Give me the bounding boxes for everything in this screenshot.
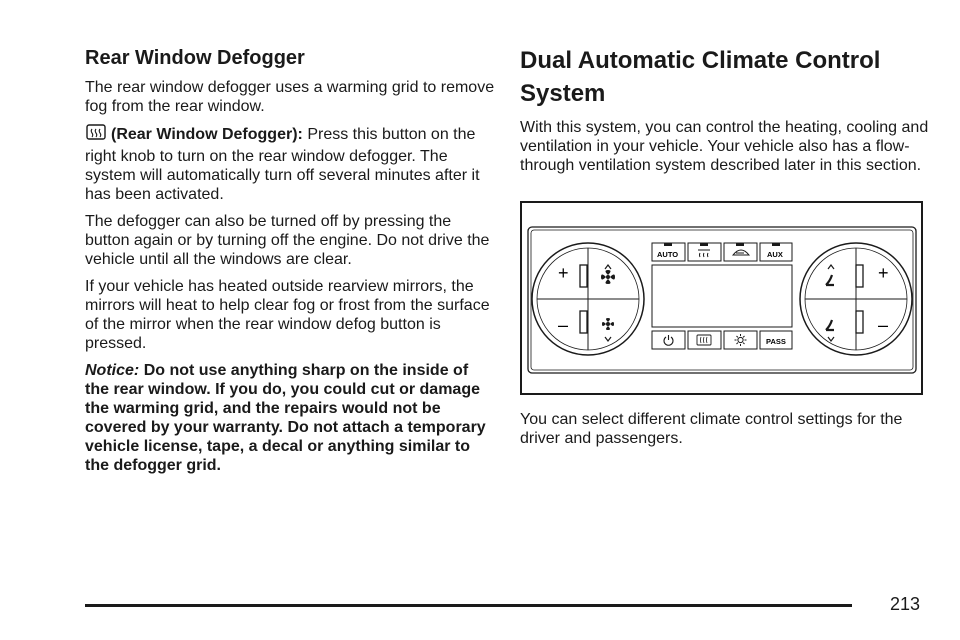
chevron-down-icon [605,337,611,341]
chevron-down-icon [828,337,834,341]
top-button-row [652,243,792,261]
defogger-mirrors: If your vehicle has heated outside rearview mirrors, the mirrors will heat to help clear fog or frost from the surface of the mirror when the rear window defog button is pressed. [85,278,490,352]
defrost-icon [698,250,710,257]
right-temperature-knob [800,243,912,355]
right-column [520,44,930,175]
chevron-up-icon [828,265,834,269]
fan-icon [602,318,614,330]
defogger-intro: The rear window defogger uses a warming grid to remove fog from the rear window. [85,79,495,115]
power-icon [664,335,673,345]
footer-rule [85,604,852,607]
climate-heading-line1: Dual Automatic Climate Control [520,47,881,74]
rear-defog-icon [701,337,708,343]
climate-control-figure [520,201,923,395]
button-name: (Rear Window Defogger): [111,126,303,143]
notice-label: Notice: [85,362,140,379]
left-temperature-knob [532,243,644,355]
page-number: 213 [890,594,921,614]
notice-text: Do not use anything sharp on the inside of the rear window. If you do, you could cut or damage the warming grid, and the repairs would not be covered by your warranty. Do not attach a temporary vehicle license, tape, a decal or anything similar to the defogger grid. [85,362,486,474]
right-minus-label: – [878,315,889,335]
climate-heading [520,44,930,110]
auto-button-label: AUTO [657,250,679,259]
aux-button-label: AUX [767,250,783,259]
rear-defog-icon [85,124,107,147]
defogger-button-desc [85,124,495,204]
rear-defogger-heading: Rear Window Defogger [85,47,305,69]
right-plus-label: + [878,263,889,283]
defogger-turnoff: The defogger can also be turned off by pressing the button again or by turning off the engine. Do not drive the vehicle until all the windows are clear. [85,213,490,268]
bottom-button-row [652,331,792,349]
notice-paragraph [85,361,495,475]
left-column [85,44,495,483]
left-plus-label: + [558,263,569,283]
recirculation-icon [733,250,749,255]
climate-settings-note: You can select different climate control settings for the driver and passengers. [520,411,903,447]
climate-panel-drawing [522,203,921,393]
button-desc-text: Press this button on the right knob to turn on the rear window defogger. The system will automatically turn off several minutes after it has been activated. [85,126,480,203]
seat-heat-icon [826,320,834,330]
fan-icon [601,270,615,284]
after-figure-text [520,410,930,456]
climate-heading-line2: System [520,80,606,107]
sun-icon [735,334,747,346]
climate-intro: With this system, you can control the heating, cooling and ventilation in your vehicle. Your vehicle also has a flow-through ventilation system described later in this section. [520,119,929,174]
pass-button-label: PASS [766,337,786,346]
chevron-up-icon [605,265,611,269]
seat-heat-icon [826,275,834,285]
left-minus-label: – [558,315,569,335]
